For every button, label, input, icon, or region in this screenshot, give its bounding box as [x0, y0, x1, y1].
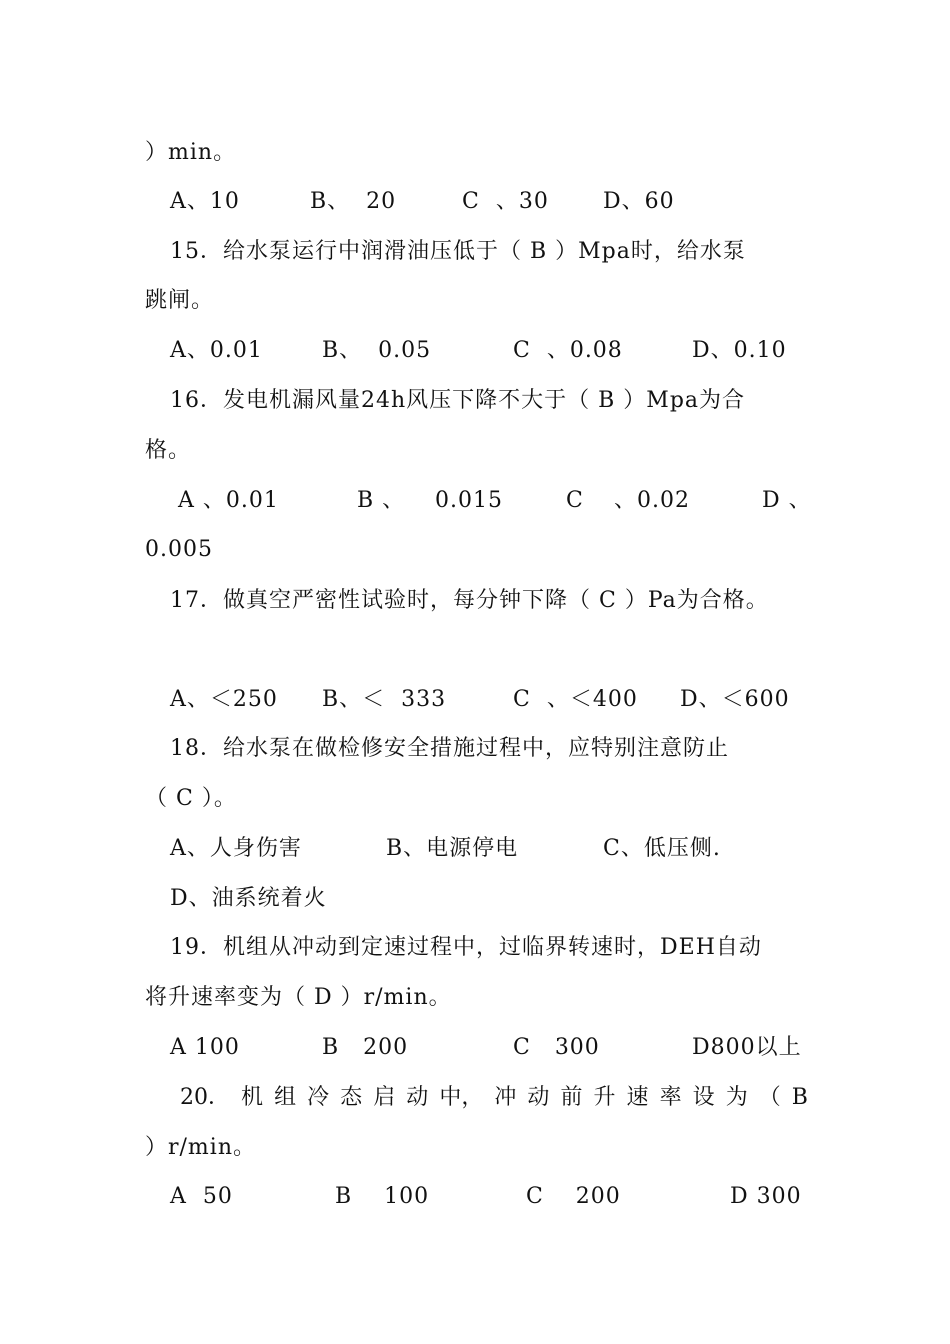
q16-option-b-label: B 、 [357, 488, 406, 513]
q19-option-b: B 200 [322, 1035, 409, 1060]
q18-option-c: C、低压侧. [603, 836, 721, 861]
q20-question-line2: ）r/min。 [145, 1135, 256, 1160]
q20-part: 速 [626, 1085, 649, 1110]
q15-option-a: A、0.01 [170, 338, 263, 363]
q18-option-a: A、人身伤害 [170, 836, 302, 861]
q20-part: 为 [725, 1085, 748, 1110]
q20-option-b: B 100 [335, 1184, 430, 1209]
q15-option-c: C 、0.08 [513, 338, 623, 363]
q19-question-line1: 19．机组从冲动到定速过程中，过临界转速时，DEH自动 [170, 935, 762, 960]
q15-question-line2: 跳闸。 [145, 288, 215, 313]
q16-question-line2: 格。 [145, 438, 192, 463]
q20-part: 启 [373, 1085, 396, 1110]
q20-part: B [791, 1085, 808, 1110]
q16-option-b-value: 0.015 [435, 488, 503, 513]
q20-part: 率 [659, 1085, 682, 1110]
q14-option-a: A、10 [170, 189, 240, 214]
q16-option-c-value: 、0.02 [614, 488, 690, 513]
q15-option-d: D、0.10 [692, 338, 787, 363]
q16-option-a: A 、0.01 [178, 488, 279, 513]
q14-option-d: D、60 [603, 189, 675, 214]
q16-option-d-value: 0.005 [145, 537, 213, 562]
q20-part: 冲 [494, 1085, 517, 1110]
q20-part: 前 [560, 1085, 583, 1110]
q20-part: （ [758, 1085, 781, 1110]
q19-option-d: D800以上 [692, 1035, 802, 1060]
q16-option-c-label: C [566, 488, 584, 513]
q20-question-line1 [180, 1083, 808, 1113]
q20-part: 动 [406, 1085, 429, 1110]
q17-option-b: B、＜ 333 [322, 687, 447, 712]
q20-option-a: A 50 [170, 1184, 233, 1209]
q20-option-d: D 300 [730, 1184, 802, 1209]
q15-option-b: B、 0.05 [322, 338, 432, 363]
q14-option-c: C 、30 [462, 189, 549, 214]
q19-option-a: A 100 [170, 1035, 240, 1060]
q16-option-d-label: D 、 [762, 488, 812, 513]
q14-tail: ）min。 [145, 140, 237, 165]
q20-part: 20． [180, 1085, 230, 1110]
q20-part: 机 [241, 1085, 264, 1110]
q18-option-b: B、电源停电 [386, 836, 519, 861]
q18-question-line1: 18．给水泵在做检修安全措施过程中，应特别注意防止 [170, 736, 729, 761]
q20-part: 动 [527, 1085, 550, 1110]
q14-option-b: B、 20 [310, 189, 397, 214]
q19-option-c: C 300 [513, 1035, 600, 1060]
q20-part: 中， [439, 1085, 484, 1110]
q20-part: 态 [340, 1085, 363, 1110]
q19-question-line2: 将升速率变为（ D ）r/min。 [145, 985, 452, 1010]
q17-option-d: D、＜600 [680, 687, 790, 712]
q18-option-d: D、油系统着火 [170, 886, 327, 911]
q20-part: 组 [274, 1085, 297, 1110]
q17-option-c: C 、＜400 [513, 687, 638, 712]
q17-question-line1: 17．做真空严密性试验时，每分钟下降（ C ）Pa为合格。 [170, 588, 769, 613]
q20-part: 设 [692, 1085, 715, 1110]
q20-part: 冷 [307, 1085, 330, 1110]
q18-question-line2: （ C ）。 [145, 786, 237, 811]
q16-question-line1: 16．发电机漏风量24h风压下降不大于（ B ）Mpa为合 [170, 388, 746, 413]
q17-option-a: A、＜250 [170, 687, 278, 712]
q20-option-c: C 200 [526, 1184, 621, 1209]
q15-question-line1: 15．给水泵运行中润滑油压低于（ B ）Mpa时，给水泵 [170, 239, 746, 264]
q20-part: 升 [593, 1085, 616, 1110]
